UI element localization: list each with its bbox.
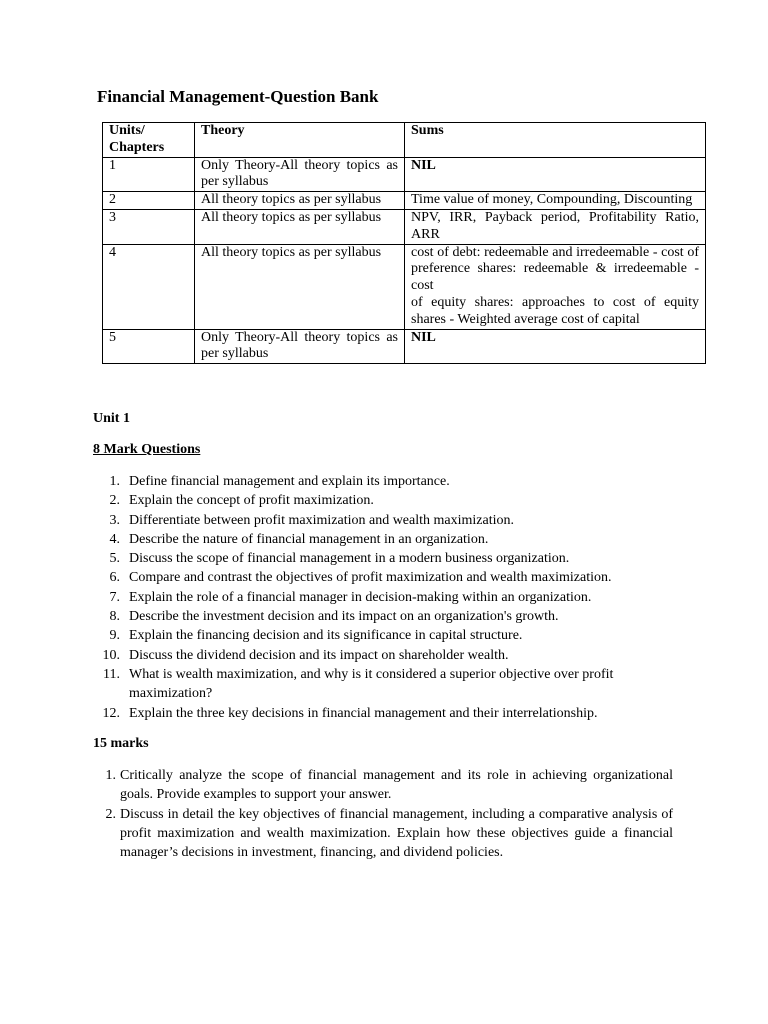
question-number: 8.: [109, 609, 120, 625]
question-number: 2.: [109, 493, 120, 509]
table-row: [103, 209, 706, 244]
question-text: Define financial management and explain its importance.: [129, 474, 450, 489]
question-text: Compare and contrast the objectives of profit maximization and wealth maximization.: [129, 570, 612, 586]
theory-cell: Only Theory-All theory topics as per syllabus: [195, 329, 405, 364]
question-number: 2.: [105, 806, 116, 822]
unit-cell: 5: [103, 329, 195, 364]
question-number: 7.: [109, 589, 120, 605]
list-item: [93, 491, 683, 510]
question-text: Explain the financing decision and its significance in capital structure.: [129, 628, 523, 644]
header-units: Units/ Chapters: [103, 123, 195, 158]
sums-cell: Time value of money, Compounding, Discounting: [405, 192, 706, 210]
header-sums: Sums: [405, 123, 706, 158]
list-item: [93, 805, 673, 863]
question-text: Discuss the scope of financial management in a modern business organization.: [129, 551, 570, 567]
question-number: 1.: [105, 768, 116, 783]
question-text: What is wealth maximization, and why is it considered a superior objective over profit maximization?: [129, 666, 614, 702]
table-row: [103, 192, 706, 210]
question-number: 3.: [109, 512, 120, 528]
unit-cell: 4: [103, 244, 195, 329]
question-text: Differentiate between profit maximization and wealth maximization.: [129, 512, 514, 528]
table-row: [103, 329, 706, 364]
sums-line: of equity shares: approaches to cost of equity shares - Weighted average cost of capital: [411, 294, 699, 327]
sums-line: cost of debt: redeemable and irredeemable - cost of preference shares: redeemable & irredeemable - cost: [411, 244, 699, 294]
sums-cell: [405, 244, 706, 329]
eight-mark-heading: 8 Mark Questions: [93, 442, 201, 457]
fifteen-mark-heading: 15 marks: [93, 736, 149, 751]
list-item: [93, 704, 683, 723]
question-number: 11.: [103, 666, 120, 682]
question-text: Critically analyze the scope of financial management and its role in achieving organizational goals. Provide examples to support your answer.: [120, 768, 673, 803]
list-item: [93, 472, 683, 491]
question-number: 4.: [109, 531, 120, 547]
list-item: [93, 626, 683, 645]
sums-cell: NPV, IRR, Payback period, Profitability Ratio, ARR: [405, 209, 706, 244]
header-theory: Theory: [195, 123, 405, 158]
question-number: 6.: [109, 570, 120, 586]
question-number: 1.: [109, 474, 120, 489]
list-item: [93, 568, 683, 587]
list-item: [93, 646, 683, 665]
page-title: Financial Management-Question Bank: [97, 87, 379, 106]
question-text: Describe the nature of financial management in an organization.: [129, 531, 489, 547]
question-number: 12.: [102, 705, 120, 721]
question-text: Discuss the dividend decision and its impact on shareholder wealth.: [129, 647, 509, 663]
list-item: [93, 588, 683, 607]
theory-cell: All theory topics as per syllabus: [195, 209, 405, 244]
table-header-row: [103, 123, 706, 158]
fifteen-mark-question-list: [93, 766, 673, 862]
question-text: Explain the concept of profit maximization.: [129, 493, 374, 509]
list-item: [93, 549, 683, 568]
question-text: Explain the role of a financial manager in decision-making within an organization.: [129, 589, 592, 605]
question-text: Discuss in detail the key objectives of financial management, including a comparative analysis of profit maximization and wealth maximization. Explain how these objectives guide a financial manager’s decisions in investment, financing, and dividend policies.: [120, 806, 673, 861]
question-number: 10.: [102, 647, 120, 663]
eight-mark-question-list: [93, 472, 683, 723]
theory-cell: All theory topics as per syllabus: [195, 244, 405, 329]
list-item: [93, 766, 673, 805]
sums-cell: NIL: [405, 157, 706, 192]
list-item: [93, 607, 683, 626]
unit-title: Unit 1: [93, 411, 130, 426]
table-row: [103, 157, 706, 192]
syllabus-table: [102, 122, 706, 364]
list-item: [93, 511, 683, 530]
question-number: 9.: [109, 628, 120, 644]
sums-cell: NIL: [405, 329, 706, 364]
theory-cell: All theory topics as per syllabus: [195, 192, 405, 210]
unit-cell: 3: [103, 209, 195, 244]
unit-cell: 1: [103, 157, 195, 192]
list-item: [93, 530, 683, 549]
list-item: [93, 665, 683, 704]
question-text: Explain the three key decisions in financial management and their interrelationship.: [129, 705, 598, 721]
table-row: [103, 244, 706, 329]
theory-cell: Only Theory-All theory topics as per syllabus: [195, 157, 405, 192]
question-number: 5.: [109, 551, 120, 567]
unit-cell: 2: [103, 192, 195, 210]
question-text: Describe the investment decision and its impact on an organization's growth.: [129, 609, 559, 625]
